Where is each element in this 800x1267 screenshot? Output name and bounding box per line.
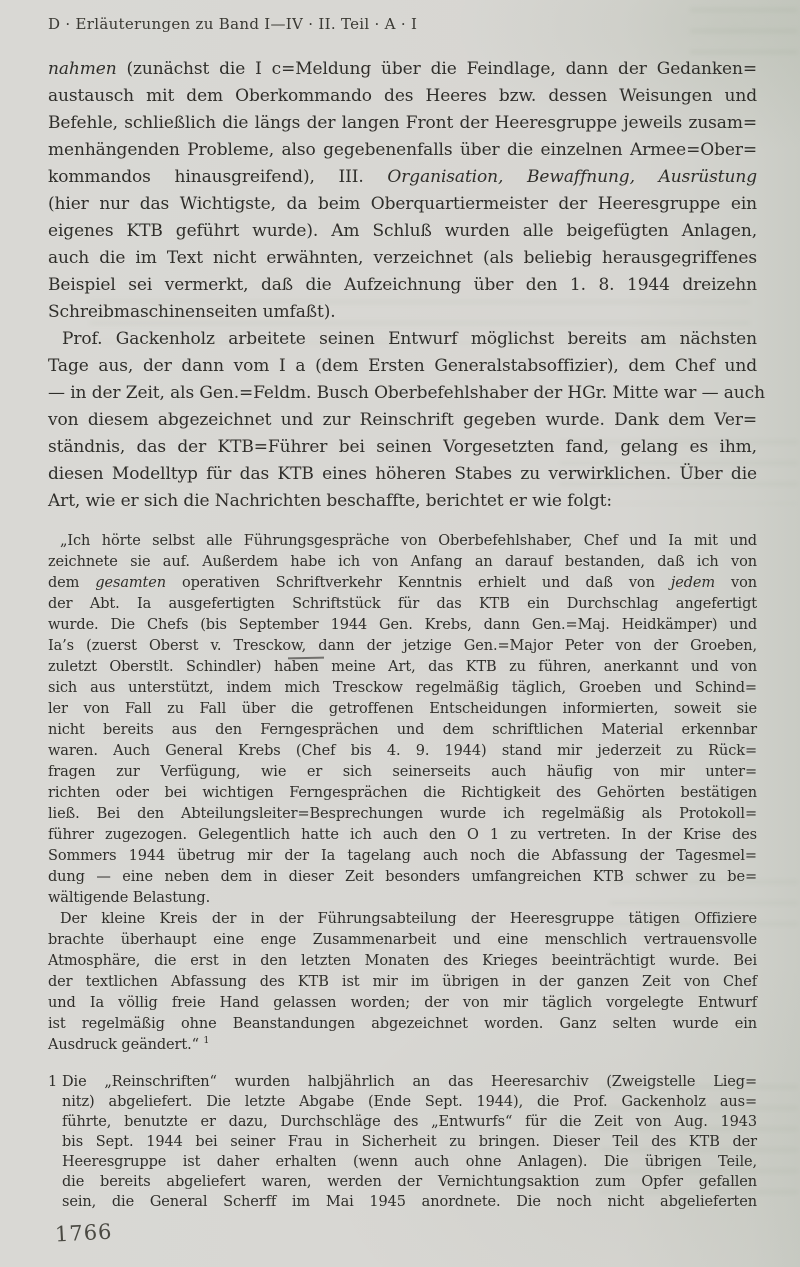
text-line: der Abt. Ia ausgefertigten Schriftstück für das KTB ein Durchschlag angefertigt [48, 596, 757, 612]
text-line: „Ich hörte selbst alle Führungsgespräche von Oberbefehlshaber, Chef und Ia mit und [60, 533, 757, 549]
text-line: fragen zur Verfügung, wie er sich seinerseits auch häufig von mir unter= [48, 764, 757, 780]
text-line: von diesem abgezeichnet und zur Reinschrift gegeben wurde. Dank dem Ver= [48, 410, 757, 430]
text-line: Atmosphäre, die erst in den letzten Monaten des Krieges beeinträchtigt wurde. Bei [48, 953, 757, 969]
text-line: menhängenden Probleme, also gegebenenfalls über die einzelnen Armee=Ober= [48, 140, 757, 160]
text-line: Schreibmaschinenseiten umfaßt). [48, 302, 336, 322]
text-line: bis Sept. 1944 bei seiner Frau in Sicherheit zu bringen. Dieser Teil des KTB der [62, 1134, 757, 1150]
text-line: Tage aus, der dann vom I a (dem Ersten Generalstabsoffizier), dem Chef und [48, 356, 757, 376]
text-line: ler von Fall zu Fall über die getroffenen Entscheidungen informierten, soweit sie [48, 701, 757, 717]
text-line: sich aus unterstützt, indem mich Tresckow regelmäßig täglich, Groeben und Schind= [48, 680, 757, 696]
text-line: führte, benutzte er dazu, Durchschläge des „Entwurfs“ für die Zeit von Aug. 1943 [62, 1114, 757, 1130]
text-line: Ausdruck geändert.“ $^1$ [48, 1035, 210, 1053]
text-line: führer zugezogen. Gelegentlich hatte ich auch den O 1 zu vertreten. In der Krise des [48, 827, 757, 843]
text-line: die bereits abgeliefert waren, werden der Vernichtungsaktion zum Opfer gefallen [62, 1174, 757, 1190]
text-line: brachte überhaupt eine enge Zusammenarbeit und eine menschlich vertrauensvolle [48, 932, 757, 948]
text-line: zuletzt Oberstlt. Schindler) haben meine Art, das KTB zu führen, anerkannt und von [48, 659, 757, 675]
text-line: (hier nur das Wichtigste, da beim Oberquartiermeister der Heeresgruppe ein [48, 194, 757, 214]
text-line: Heeresgruppe ist daher erhalten (wenn auch ohne Anlagen). Die übrigen Teile, [62, 1154, 757, 1170]
text-line: Beispiel sei vermerkt, daß die Aufzeichnung über den 1. 8. 1944 dreizehn [48, 275, 757, 295]
text-line: kommandos hinausgreifend), III. Organisation, Bewaffnung, Ausrüstung [48, 167, 757, 187]
page-content [48, 14, 765, 1212]
text-line: ständnis, das der KTB=Führer bei seinen Vorgesetzten fand, gelang es ihm, [48, 437, 757, 457]
text-line: Der kleine Kreis der in der Führungsabteilung der Heeresgruppe tätigen Offiziere [60, 911, 757, 927]
text-line: waren. Auch General Krebs (Chef bis 4. 9. 1944) stand mir jederzeit zu Rück= [48, 743, 757, 759]
text-line: dung — eine neben dem in dieser Zeit besonders umfangreichen KTB schwer zu be= [48, 869, 757, 885]
running-header: D · Erläuterungen zu Band I—IV · II. Teil · A · I [48, 15, 418, 33]
text-line: Sommers 1944 übetrug mir der Ia tagelang auch noch die Abfassung der Tagesmel= [48, 848, 757, 864]
text-line: austausch mit dem Oberkommando des Heeres bzw. dessen Weisungen und [48, 86, 757, 106]
text-line: ließ. Bei den Abteilungsleiter=Besprechungen wurde ich regelmäßig als Protokoll= [48, 806, 757, 822]
text-line: — in der Zeit, als Gen.=Feldm. Busch Oberbefehlshaber der HGr. Mitte war — auch [48, 383, 765, 403]
text-line: zeichnete sie auf. Außerdem habe ich von Anfang an darauf bestanden, daß ich von [48, 554, 757, 570]
text-line: ist regelmäßig ohne Beanstandungen abgezeichnet worden. Ganz selten wurde ein [48, 1016, 757, 1032]
text-line: nicht bereits aus den Ferngesprächen und dem schriftlichen Material erkennbar [48, 722, 757, 738]
footnote-text [62, 1072, 757, 1212]
body-paragraph [48, 326, 765, 515]
text-line: dem gesamten operativen Schriftverkehr Kenntnis erhielt und daß von jedem von [48, 575, 757, 591]
text-line: sein, die General Scherff im Mai 1945 anordnete. Die noch nicht abgelieferten [62, 1194, 757, 1210]
text-line: und Ia völlig freie Hand gelassen worden; der von mir täglich vorgelegte Entwurf [48, 995, 757, 1011]
text-line: wältigende Belastung. [48, 890, 211, 906]
text-line: wurde. Die Chefs (bis September 1944 Gen. Krebs, dann Gen.=Maj. Heidkämper) und [48, 617, 757, 633]
text-line: Die „Reinschriften“ wurden halbjährlich an das Heeresarchiv (Zweigstelle Lieg= [62, 1074, 757, 1090]
text-line: nitz) abgeliefert. Die letzte Abgabe (Ende Sept. 1944), die Prof. Gackenholz aus= [62, 1094, 757, 1110]
text-line: Art, wie er sich die Nachrichten beschaffte, berichtet er wie folgt: [48, 491, 612, 511]
footnote-marker: 1 [48, 1074, 58, 1090]
block-quote-paragraph [48, 531, 757, 909]
text-line: auch die im Text nicht erwähnten, verzeichnet (als beliebig herausgegriffenes [48, 248, 757, 268]
text-line: der textlichen Abfassung des KTB ist mir im übrigen in der ganzen Zeit von Chef [48, 974, 757, 990]
text-line: eigenes KTB geführt wurde). Am Schluß wurden alle beigefügten Anlagen, [48, 221, 757, 241]
text-line: Befehle, schließlich die längs der langen Front der Heeresgruppe jeweils zusam= [48, 113, 757, 133]
text-line: Prof. Gackenholz arbeitete seinen Entwurf möglichst bereits am nächsten [62, 329, 757, 349]
page-number: 1766 [54, 1219, 114, 1247]
text-line: richten oder bei wichtigen Ferngesprächen die Richtigkeit des Gehörten bestätigen [48, 785, 757, 801]
block-quote-paragraph [48, 909, 757, 1056]
text-line: Ia’s (zuerst Oberst v. Tresckow, dann der jetzige Gen.=Major Peter von der Groeben, [48, 638, 757, 654]
text-line: nahmen (zunächst die I c=Meldung über die Feindlage, dann der Gedanken= [48, 59, 757, 79]
text-line: diesen Modelltyp für das KTB eines höheren Stabes zu verwirklichen. Über die [48, 464, 757, 484]
footnote [48, 1072, 757, 1212]
body-paragraph-continuation [48, 56, 757, 326]
